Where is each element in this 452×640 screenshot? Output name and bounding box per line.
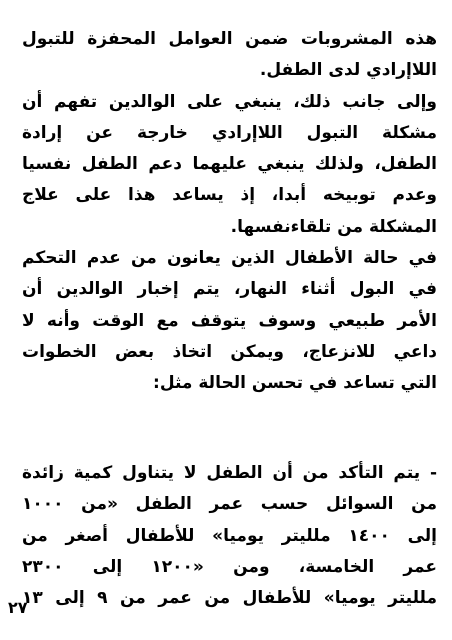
list-item bbox=[22, 458, 437, 614]
text-line: من السوائل حسب عمر الطفل «من ١٠٠٠ bbox=[22, 494, 437, 515]
text-line: الطفل، ولذلك ينبغي عليهما دعم الطفل نفسيا bbox=[22, 154, 437, 175]
text-line: الأمر طبيعي وسوف يتوقف مع الوقت وأنه لا bbox=[22, 310, 437, 331]
text-line: مشكلة التبول اللاإرادي خارجة عن إرادة bbox=[22, 122, 437, 143]
text-line: داعي للانزعاج، ويمكن اتخاذ بعض الخطوات bbox=[22, 341, 437, 362]
text-line: المشكلة من تلقاءنفسها. bbox=[230, 216, 437, 237]
text-line: ملليتر يوميا» للأطفال من عمر من ٩ إلى ١٣ bbox=[22, 588, 437, 609]
text-line: وإلى جانب ذلك، ينبغي على الوالدين تفهم أن bbox=[22, 91, 437, 112]
text-line: هذه المشروبات ضمن العوامل المحفزة للتبول bbox=[22, 29, 437, 49]
text-line: التي تساعد في تحسن الحالة مثل: bbox=[153, 373, 437, 394]
text-line: عمر الخامسة، ومن «١٢٠٠ إلى ٢٣٠٠ bbox=[22, 556, 437, 577]
body-text bbox=[22, 24, 437, 400]
text-line: في البول أثناء النهار، يتم إخبار الوالدين أن bbox=[22, 279, 437, 300]
text-line: اللاإرادي لدى الطفل. bbox=[259, 60, 437, 81]
text-line: إلى ١٤٠٠ ملليتر يوميا» للأطفال أصغر من bbox=[22, 525, 438, 546]
text-line: - يتم التأكد من أن الطفل لا يتناول كمية زائدة bbox=[22, 463, 437, 483]
page-number: ٢٧ bbox=[8, 598, 28, 617]
text-line: في حالة الأطفال الذين يعانون من عدم التحكم bbox=[22, 248, 437, 269]
text-line: وعدم توبيخه أبدا، إذ يساعد هذا على علاج bbox=[22, 185, 437, 206]
